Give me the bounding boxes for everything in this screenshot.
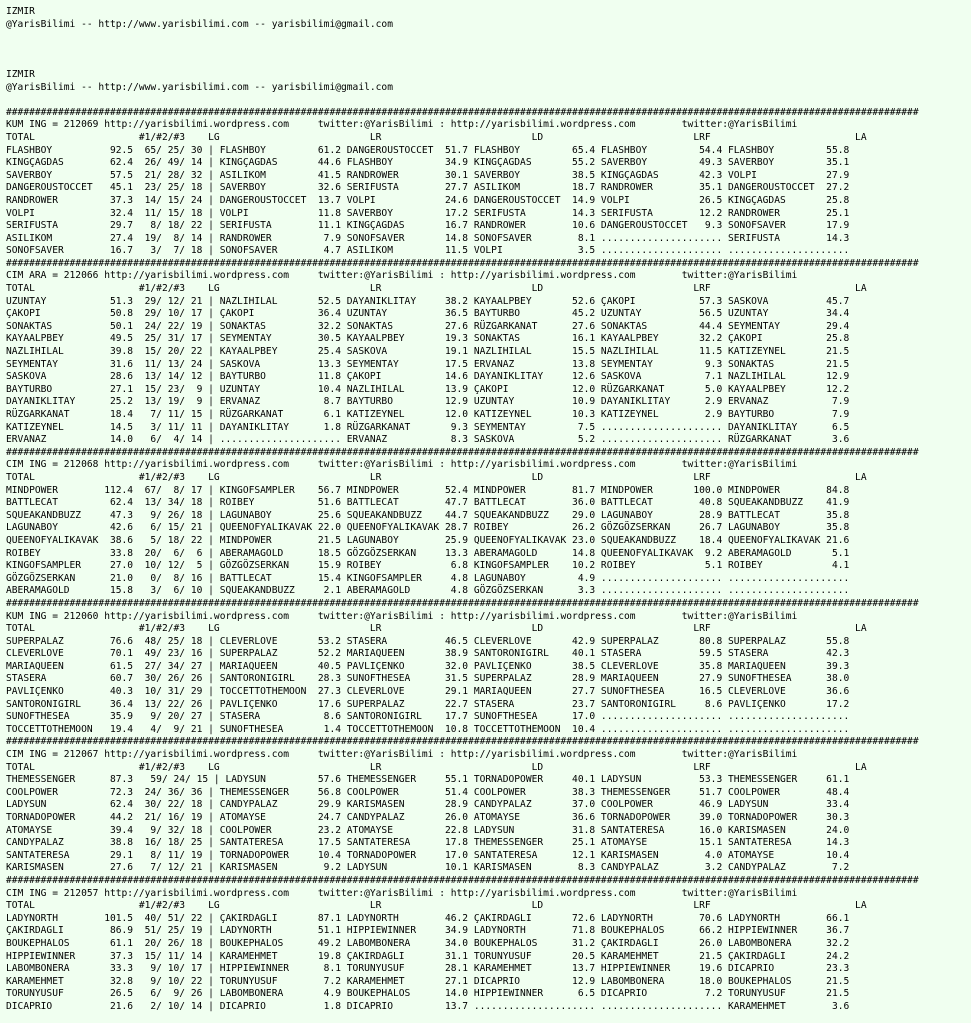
table-row: TOCCETTOTHEMOON 19.4 4/ 9/ 21 | SUNOFTHESEA 1.4 TOCCETTOTHEMOON 10.8 TOCCETTOTHEMOON 10.4 ..................... ..................... bbox=[6, 723, 850, 735]
column-header: TOTAL #1/#2/#3 LG LR LD LRF LA bbox=[6, 900, 867, 912]
table-row: DANGEROUSTOCCET 45.1 23/ 25/ 18 | SAVERBOY 32.6 SERIFUSTA 27.7 ASILIKOM 18.7 RANDROWER 35.1 DANGEROUSTOCCET 27.2 bbox=[6, 182, 850, 194]
table-row: FLASHBOY 92.5 65/ 25/ 30 | FLASHBOY 61.2 DANGEROUSTOCCET 51.7 FLASHBOY 65.4 FLASHBOY 54.4 FLASHBOY 55.8 bbox=[6, 144, 850, 156]
table-row: ROIBEY 33.8 20/ 6/ 6 | ABERAMAGOLD 18.5 GÖZGÖZSERKAN 13.3 ABERAMAGOLD 14.8 QUEENOFYALIKAVAK 9.2 ABERAMAGOLD 5.1 bbox=[6, 547, 850, 559]
column-header: TOTAL #1/#2/#3 LG LR LD LRF LA bbox=[6, 283, 867, 295]
table-row: DICAPRIO 21.6 2/ 10/ 14 | DICAPRIO 1.8 DICAPRIO 13.7 ..................... ..................... KARAMEHMET 3.6 bbox=[6, 1000, 850, 1012]
city-title: IZMIR bbox=[6, 68, 35, 80]
table-row: ÇAKOPI 50.8 29/ 10/ 17 | ÇAKOPI 36.4 UZUNTAY 36.5 BAYTURBO 45.2 UZUNTAY 56.5 UZUNTAY 34.4 bbox=[6, 308, 850, 320]
section-separator: ############################################################################################################################################################## bbox=[6, 106, 919, 118]
section-separator: ############################################################################################################################################################## bbox=[6, 597, 919, 609]
race-block bbox=[6, 611, 971, 737]
table-row: SASKOVA 28.6 13/ 14/ 12 | BAYTURBO 11.8 ÇAKOPI 14.6 DAYANIKLITAY 12.6 SASKOVA 7.1 NAZLIHILAL 12.9 bbox=[6, 371, 850, 383]
column-header: TOTAL #1/#2/#3 LG LR LD LRF LA bbox=[6, 761, 867, 773]
table-row: KATIZEYNEL 14.5 3/ 11/ 11 | DAYANIKLITAY 1.8 RÜZGARKANAT 9.3 SEYMENTAY 7.5 ..................... DAYANIKLITAY 6.5 bbox=[6, 421, 850, 433]
race-block bbox=[6, 749, 971, 875]
table-row: LADYNORTH 101.5 40/ 51/ 22 | ÇAKIRDAGLI 87.1 LADYNORTH 46.2 ÇAKIRDAGLI 72.6 LADYNORTH 70.6 LADYNORTH 66.1 bbox=[6, 912, 850, 924]
spacer bbox=[6, 44, 971, 57]
section-separator: ############################################################################################################################################################## bbox=[6, 874, 919, 886]
race-tables bbox=[6, 107, 971, 1014]
table-row: SONOFSAVER 16.7 3/ 7/ 18 | SONOFSAVER 4.7 ASILIKOM 11.5 VOLPI 3.5 ..................... ..................... bbox=[6, 245, 850, 257]
race-header: CIM ING = 212068 http://yarisbilimi.wordpress.com twitter:@YarisBilimi : http://yarisbilimi.wordpress.com twitter:@YarisBilimi bbox=[6, 459, 798, 471]
table-row: SUPERPALAZ 76.6 48/ 25/ 18 | CLEVERLOVE 53.2 STASERA 46.5 CLEVERLOVE 42.9 SUPERPALAZ 80.8 SUPERPALAZ 55.8 bbox=[6, 635, 850, 647]
race-header: KUM ING = 212060 http://yarisbilimi.wordpress.com twitter:@YarisBilimi : http://yarisbilimi.wordpress.com twitter:@YarisBilimi bbox=[6, 610, 798, 622]
table-row: LADYSUN 62.4 30/ 22/ 18 | CANDYPALAZ 29.9 KARISMASEN 28.9 CANDYPALAZ 37.0 COOLPOWER 46.9 LADYSUN 33.4 bbox=[6, 799, 850, 811]
table-row: SANTATERESA 29.1 8/ 11/ 19 | TORNADOPOWER 10.4 TORNADOPOWER 17.0 SANTATERESA 12.1 KARISMASEN 4.0 ATOMAYSE 10.4 bbox=[6, 849, 850, 861]
table-row: BAYTURBO 27.1 15/ 23/ 9 | UZUNTAY 10.4 NAZLIHILAL 13.9 ÇAKOPI 12.0 RÜZGARKANAT 5.0 KAYAALPBEY 12.2 bbox=[6, 383, 850, 395]
table-row: SERIFUSTA 29.7 8/ 18/ 22 | SERIFUSTA 11.1 KINGÇAGDAS 16.7 RANDROWER 10.6 DANGEROUSTOCCET 9.3 SONOFSAVER 17.9 bbox=[6, 220, 850, 232]
table-row: KARAMEHMET 32.8 9/ 10/ 22 | TORUNYUSUF 7.2 KARAMEHMET 27.1 DICAPRIO 12.9 LABOMBONERA 18.0 BOUKEPHALOS 21.5 bbox=[6, 975, 850, 987]
table-row: UZUNTAY 51.3 29/ 12/ 21 | NAZLIHILAL 52.5 DAYANIKLITAY 38.2 KAYAALPBEY 52.6 ÇAKOPI 57.3 SASKOVA 45.7 bbox=[6, 295, 850, 307]
race-header: CIM ARA = 212066 http://yarisbilimi.wordpress.com twitter:@YarisBilimi : http://yarisbilimi.wordpress.com twitter:@YarisBilimi bbox=[6, 270, 798, 282]
table-row: ATOMAYSE 39.4 9/ 32/ 18 | COOLPOWER 23.2 ATOMAYSE 22.8 LADYSUN 31.8 SANTATERESA 16.0 KARISMASEN 24.0 bbox=[6, 824, 850, 836]
section-separator: ############################################################################################################################################################## bbox=[6, 257, 919, 269]
table-row: SEYMENTAY 31.6 11/ 13/ 24 | SASKOVA 13.3 SEYMENTAY 17.5 ERVANAZ 13.8 SEYMENTAY 9.3 SONAKTAS 21.5 bbox=[6, 358, 850, 370]
spacer bbox=[6, 56, 971, 69]
table-row: LABOMBONERA 33.3 9/ 10/ 17 | HIPPIEWINNER 8.1 TORUNYUSUF 28.1 KARAMEHMET 13.7 HIPPIEWINNER 19.6 DICAPRIO 23.3 bbox=[6, 963, 850, 975]
table-row: ASILIKOM 27.4 19/ 8/ 14 | RANDROWER 7.9 SONOFSAVER 14.8 SONOFSAVER 8.1 ..................... SERIFUSTA 14.3 bbox=[6, 232, 850, 244]
table-row: KINGOFSAMPLER 27.0 10/ 12/ 5 | GÖZGÖZSERKAN 15.9 ROIBEY 6.8 KINGOFSAMPLER 10.2 ROIBEY 5.1 ROIBEY 4.1 bbox=[6, 560, 850, 572]
table-row: BOUKEPHALOS 61.1 20/ 26/ 18 | BOUKEPHALOS 49.2 LABOMBONERA 34.0 BOUKEPHALOS 31.2 ÇAKIRDAGLI 26.0 LABOMBONERA 32.2 bbox=[6, 937, 850, 949]
table-row: VOLPI 32.4 11/ 15/ 18 | VOLPI 11.8 SAVERBOY 17.2 SERIFUSTA 14.3 SERIFUSTA 12.2 RANDROWER 25.1 bbox=[6, 207, 850, 219]
table-row: QUEENOFYALIKAVAK 38.6 5/ 18/ 22 | MINDPOWER 21.5 LAGUNABOY 25.9 QUEENOFYALIKAVAK 23.0 SQUEAKANDBUZZ 18.4 QUEENOFYALIKAVAK 21.6 bbox=[6, 534, 850, 546]
spacer bbox=[6, 94, 971, 107]
table-row: HIPPIEWINNER 37.3 15/ 11/ 14 | KARAMEHMET 19.8 ÇAKIRDAGLI 31.1 TORUNYUSUF 20.5 KARAMEHMET 21.5 ÇAKIRDAGLI 24.2 bbox=[6, 950, 850, 962]
table-row: SONAKTAS 50.1 24/ 22/ 19 | SONAKTAS 32.2 SONAKTAS 27.6 RÜZGARKANAT 27.6 SONAKTAS 44.4 SEYMENTAY 29.4 bbox=[6, 320, 850, 332]
table-row: COOLPOWER 72.3 24/ 36/ 36 | THEMESSENGER 56.8 COOLPOWER 51.4 COOLPOWER 38.3 THEMESSENGER 51.7 COOLPOWER 48.4 bbox=[6, 786, 850, 798]
table-row: KAYAALPBEY 49.5 25/ 31/ 17 | SEYMENTAY 30.5 KAYAALPBEY 19.3 SONAKTAS 16.1 KAYAALPBEY 32.2 ÇAKOPI 25.8 bbox=[6, 333, 850, 345]
contact-line: @YarisBilimi -- http://www.yarisbilimi.com -- yarisbilimi@gmail.com bbox=[6, 81, 393, 93]
column-header: TOTAL #1/#2/#3 LG LR LD LRF LA bbox=[6, 131, 867, 143]
table-row: RANDROWER 37.3 14/ 15/ 24 | DANGEROUSTOCCET 13.7 VOLPI 24.6 DANGEROUSTOCCET 14.9 VOLPI 26.5 KINGÇAGDAS 25.8 bbox=[6, 194, 850, 206]
table-row: MINDPOWER 112.4 67/ 8/ 17 | KINGOFSAMPLER 56.7 MINDPOWER 52.4 MINDPOWER 81.7 MINDPOWER 100.0 MINDPOWER 84.8 bbox=[6, 484, 850, 496]
table-row: GÖZGÖZSERKAN 21.0 0/ 8/ 16 | BATTLECAT 15.4 KINGOFSAMPLER 4.8 LAGUNABOY 4.9 ..................... ..................... bbox=[6, 572, 850, 584]
table-row: KARISMASEN 27.6 7/ 12/ 21 | KARISMASEN 9.2 LADYSUN 10.1 KARISMASEN 8.3 CANDYPALAZ 3.2 CANDYPALAZ 7.2 bbox=[6, 862, 850, 874]
column-header: TOTAL #1/#2/#3 LG LR LD LRF LA bbox=[6, 623, 867, 635]
section-separator: ############################################################################################################################################################## bbox=[6, 446, 919, 458]
table-row: STASERA 60.7 30/ 26/ 26 | SANTORONIGIRL 28.3 SUNOFTHESEA 31.5 SUPERPALAZ 28.9 MARIAQUEEN 27.9 SUNOFTHESEA 38.0 bbox=[6, 673, 850, 685]
table-row: NAZLIHILAL 39.8 15/ 20/ 22 | KAYAALPBEY 25.4 SASKOVA 19.1 NAZLIHILAL 15.5 NAZLIHILAL 11.5 KATIZEYNEL 21.5 bbox=[6, 346, 850, 358]
table-row: DAYANIKLITAY 25.2 13/ 19/ 9 | ERVANAZ 8.7 BAYTURBO 12.9 UZUNTAY 10.9 DAYANIKLITAY 2.9 ERVANAZ 7.9 bbox=[6, 396, 850, 408]
section-separator: ############################################################################################################################################################## bbox=[6, 736, 919, 748]
table-row: THEMESSENGER 87.3 59/ 24/ 15 | LADYSUN 57.6 THEMESSENGER 55.1 TORNADOPOWER 40.1 LADYSUN 53.3 THEMESSENGER 61.1 bbox=[6, 774, 850, 786]
spacer bbox=[6, 31, 971, 44]
column-header: TOTAL #1/#2/#3 LG LR LD LRF LA bbox=[6, 471, 867, 483]
table-row: TORNADOPOWER 44.2 21/ 16/ 19 | ATOMAYSE 24.7 CANDYPALAZ 26.0 ATOMAYSE 36.6 TORNADOPOWER 39.0 TORNADOPOWER 30.3 bbox=[6, 812, 850, 823]
table-row: SANTORONIGIRL 36.4 13/ 22/ 26 | PAVLIÇENKO 17.6 SUPERPALAZ 22.7 STASERA 23.7 SANTORONIGIRL 8.6 PAVLIÇENKO 17.2 bbox=[6, 698, 850, 710]
table-row: SQUEAKANDBUZZ 47.3 9/ 26/ 18 | LAGUNABOY 25.6 SQUEAKANDBUZZ 44.7 SQUEAKANDBUZZ 29.0 LAGUNABOY 28.9 BATTLECAT 35.8 bbox=[6, 509, 850, 521]
race-block bbox=[6, 270, 971, 446]
race-block bbox=[6, 119, 971, 258]
table-row: ÇAKIRDAGLI 86.9 51/ 25/ 19 | LADYNORTH 51.1 HIPPIEWINNER 34.9 LADYNORTH 71.8 BOUKEPHALOS 66.2 HIPPIEWINNER 36.7 bbox=[6, 925, 850, 937]
table-row: BATTLECAT 62.4 13/ 34/ 18 | ROIBEY 51.6 BATTLECAT 47.7 BATTLECAT 36.0 BATTLECAT 40.8 SQUEAKANDBUZZ 41.9 bbox=[6, 497, 850, 509]
table-row: CANDYPALAZ 38.8 16/ 18/ 25 | SANTATERESA 17.5 SANTATERESA 17.8 THEMESSENGER 25.1 ATOMAYSE 15.1 SANTATERESA 14.3 bbox=[6, 837, 850, 849]
table-row: CLEVERLOVE 70.1 49/ 23/ 16 | SUPERPALAZ 52.2 MARIAQUEEN 38.9 SANTORONIGIRL 40.1 STASERA 59.5 STASERA 42.3 bbox=[6, 648, 850, 660]
contact-line: @YarisBilimi -- http://www.yarisbilimi.com -- yarisbilimi@gmail.com bbox=[6, 18, 393, 30]
race-header: CIM ING = 212067 http://yarisbilimi.wordpress.com twitter:@YarisBilimi : http://yarisbilimi.wordpress.com twitter:@YarisBilimi bbox=[6, 749, 798, 761]
table-row: SUNOFTHESEA 35.9 9/ 20/ 27 | STASERA 8.6 SANTORONIGIRL 17.7 SUNOFTHESEA 17.0 ..................... ..................... bbox=[6, 711, 850, 723]
table-row: KINGÇAGDAS 62.4 26/ 49/ 14 | KINGÇAGDAS 44.6 FLASHBOY 34.9 KINGÇAGDAS 55.2 SAVERBOY 49.3 SAVERBOY 35.1 bbox=[6, 157, 850, 169]
table-row: SAVERBOY 57.5 21/ 28/ 32 | ASILIKOM 41.5 RANDROWER 30.1 SAVERBOY 38.5 KINGÇAGDAS 42.3 VOLPI 27.9 bbox=[6, 169, 850, 181]
table-row: PAVLIÇENKO 40.3 10/ 31/ 29 | TOCCETTOTHEMOON 27.3 CLEVERLOVE 29.1 MARIAQUEEN 27.7 SUNOFTHESEA 16.5 CLEVERLOVE 36.6 bbox=[6, 686, 850, 698]
table-row: LAGUNABOY 42.6 6/ 15/ 21 | QUEENOFYALIKAVAK 22.0 QUEENOFYALIKAVAK 28.7 ROIBEY 26.2 GÖZGÖZSERKAN 26.7 LAGUNABOY 35.8 bbox=[6, 522, 850, 534]
race-block bbox=[6, 888, 971, 1014]
race-block bbox=[6, 459, 971, 598]
table-row: RÜZGARKANAT 18.4 7/ 11/ 15 | RÜZGARKANAT 6.1 KATIZEYNEL 12.0 KATIZEYNEL 10.3 KATIZEYNEL 2.9 BAYTURBO 7.9 bbox=[6, 409, 850, 420]
table-row: MARIAQUEEN 61.5 27/ 34/ 27 | MARIAQUEEN 40.5 PAVLIÇENKO 32.0 PAVLIÇENKO 38.5 CLEVERLOVE 35.8 MARIAQUEEN 39.3 bbox=[6, 660, 850, 672]
table-row: ERVANAZ 14.0 6/ 4/ 14 | ..................... ERVANAZ 8.3 SASKOVA 5.2 ..................... RÜZGARKANAT 3.6 bbox=[6, 434, 850, 446]
table-row: ABERAMAGOLD 15.8 3/ 6/ 10 | SQUEAKANDBUZZ 2.1 ABERAMAGOLD 4.8 GÖZGÖZSERKAN 3.3 ..................... ..................... bbox=[6, 585, 850, 597]
race-header: KUM ING = 212069 http://yarisbilimi.wordpress.com twitter:@YarisBilimi : http://yarisbilimi.wordpress.com twitter:@YarisBilimi bbox=[6, 119, 798, 131]
table-row: TORUNYUSUF 26.5 6/ 9/ 26 | LABOMBONERA 4.9 BOUKEPHALOS 14.0 HIPPIEWINNER 6.5 DICAPRIO 7.2 TORUNYUSUF 21.5 bbox=[6, 988, 850, 1000]
race-header: CIM ING = 212057 http://yarisbilimi.wordpress.com twitter:@YarisBilimi : http://yarisbilimi.wordpress.com twitter:@YarisBilimi bbox=[6, 887, 798, 899]
city-title: IZMIR bbox=[6, 6, 35, 17]
